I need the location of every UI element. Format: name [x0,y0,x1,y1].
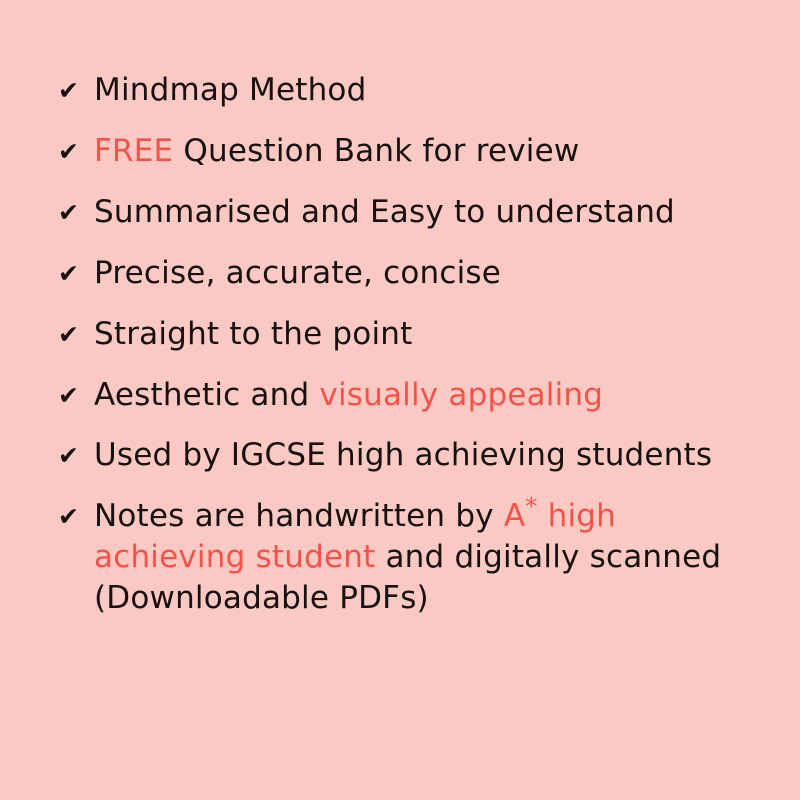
feature-bullet-list [58,70,750,619]
list-item-text [94,435,750,476]
check-icon: ✔ [58,319,80,349]
list-item [58,435,750,476]
check-icon: ✔ [58,502,80,532]
text-segment: visually appealing [319,376,604,413]
list-item [58,192,750,233]
list-item-text [94,253,750,294]
text-segment: Straight to the point [94,315,413,352]
text-segment: high achieving student [94,498,616,576]
text-segment: Question Bank for review [173,132,580,169]
text-segment: Summarised and Easy to understand [94,193,675,230]
list-item [58,131,750,172]
list-item [58,253,750,294]
list-item-text [94,314,750,355]
text-segment: Notes are handwritten by [94,498,504,535]
text-segment: Aesthetic and [94,376,320,413]
text-segment: * [525,493,538,522]
text-segment: A [503,498,526,535]
list-item-text [94,493,750,619]
check-icon: ✔ [58,197,80,227]
list-item [58,493,750,619]
list-item-text [94,70,750,111]
check-icon: ✔ [58,136,80,166]
list-item [58,314,750,355]
text-segment: Used by IGCSE high achieving students [94,437,713,474]
list-item [58,70,750,111]
list-item-text [94,192,750,233]
text-segment: Precise, accurate, concise [94,254,502,291]
text-segment: and digitally scanned (Downloadable PDFs) [94,539,722,617]
check-icon: ✔ [58,76,80,105]
check-icon: ✔ [58,258,80,288]
check-icon: ✔ [58,380,80,410]
list-item [58,375,750,416]
list-item-text [94,375,750,416]
check-icon: ✔ [58,441,80,471]
text-segment: Mindmap Method [94,72,367,108]
list-item-text [94,131,750,172]
text-segment: FREE [94,132,174,169]
